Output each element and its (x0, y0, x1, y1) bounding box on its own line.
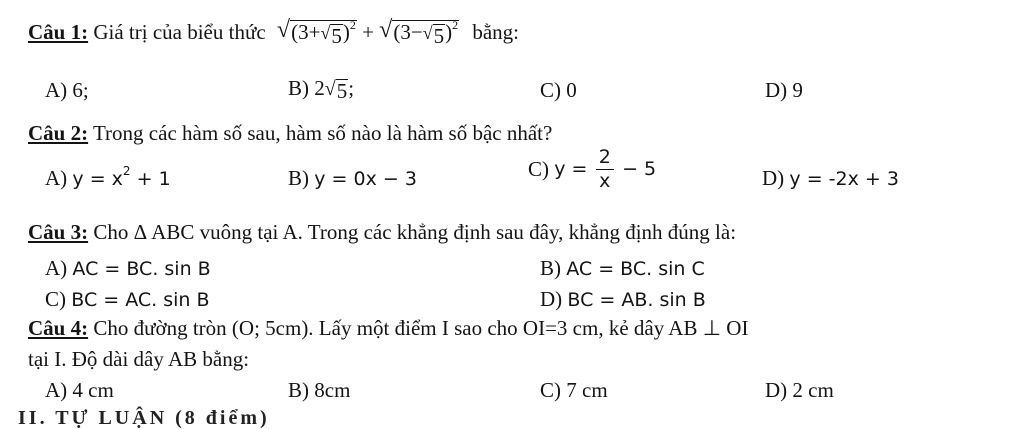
q1-option-a: A) 6; (45, 78, 89, 102)
q1-option-b: B) 2 √ 5 ; (288, 76, 355, 103)
q4-option-c: C) 7 cm (540, 378, 608, 402)
q4-option-a: A) 4 cm (45, 378, 114, 402)
question-1-expression: √ (3+ √ 5 )$^2$ + √ (3− √ 5 )$^2$ (276, 17, 459, 48)
question-4-continuation: tại I. Độ dài dây AB bằng: (28, 347, 250, 371)
q1-option-c: C) 0 (540, 78, 577, 102)
question-1-suffix: bằng: (472, 20, 519, 44)
q3-option-a: A) AC = BC. sin B (45, 256, 211, 280)
question-3-text: Cho Δ ABC vuông tại A. Trong các khẳng định sau đây, khẳng định đúng là: (93, 220, 737, 244)
q2-option-b: B) y = 0x − 3 (288, 166, 417, 190)
question-2 (28, 123, 552, 144)
q3-option-b: B) AC = BC. sin C (540, 256, 705, 280)
question-1-label: Câu 1: (28, 20, 89, 44)
question-2-label: Câu 2: (28, 121, 89, 145)
question-1-text: Giá trị của biểu thức (93, 20, 266, 44)
question-4 (28, 318, 748, 339)
q2-option-a: A) $y = x^2 + 1$ (45, 164, 171, 190)
question-3 (28, 222, 736, 243)
question-4-text: Cho đường tròn (O; 5cm). Lấy một điểm I sao cho OI=3 cm, kẻ dây AB ⊥ OI (93, 316, 749, 340)
q2-option-c: C) y = $\frac{2}{x}$ − 5 (528, 146, 657, 192)
q4-option-d: D) 2 cm (765, 378, 834, 402)
question-3-label: Câu 3: (28, 220, 89, 244)
q3-option-c: C) BC = AC. sin B (45, 287, 210, 311)
q3-option-d: D) BC = AB. sin B (540, 287, 706, 311)
q4-option-b: B) 8cm (288, 378, 351, 402)
question-1 (28, 17, 519, 48)
section-heading-cutoff: II. TỰ LUẬN (8 điểm) (18, 407, 270, 429)
q1-option-d: D) 9 (765, 78, 803, 102)
question-2-text: Trong các hàm số sau, hàm số nào là hàm số bậc nhất? (92, 121, 553, 145)
q2-option-d: D) y = -2x + 3 (762, 166, 899, 190)
question-4-label: Câu 4: (28, 316, 89, 340)
